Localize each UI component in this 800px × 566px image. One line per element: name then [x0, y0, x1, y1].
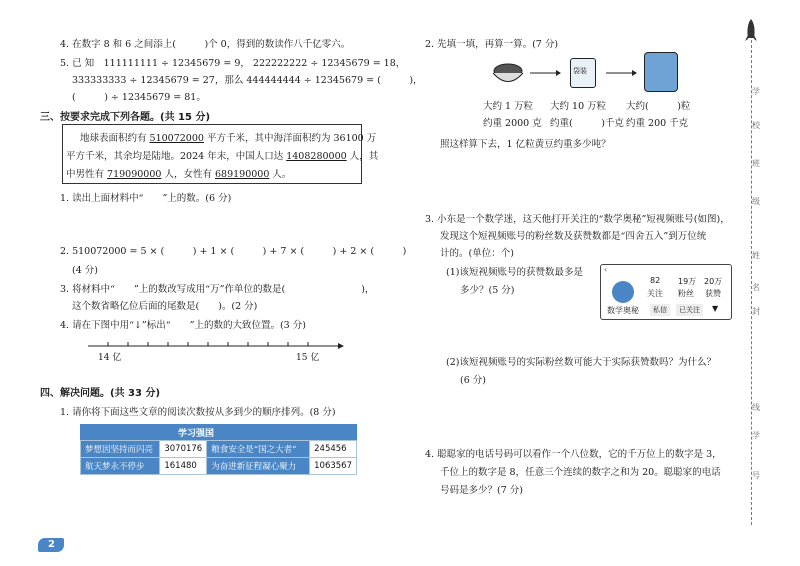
arrow-right-icon	[604, 68, 638, 78]
population-number: 1408280000	[286, 151, 347, 162]
question-5-line3: ( ) ÷ 12345679 = 81。	[72, 92, 206, 103]
sidebar-char: 名	[752, 283, 760, 292]
sidebar-char: 封	[752, 307, 760, 316]
table-cell: 粮食安全是“国之大者”	[207, 441, 310, 458]
s3-question-2: 2. 510072000 = 5 × ( ) + 1 × ( ) + 7 × ( ) + 2 × ( )	[60, 246, 407, 257]
table-cell: 1063567	[310, 458, 357, 475]
table-cell: 为奋进新征程凝心聚力	[207, 458, 310, 475]
r-question-3-line2: 发现这个短视频账号的粉丝数及获赞数都是“四舍五入”到万位统	[440, 231, 707, 242]
r-question-3-line3: 计的。(单位：个)	[440, 248, 514, 259]
row1-c: 大约( )粒	[626, 101, 691, 112]
stat-fans-label: 粉丝	[678, 289, 694, 298]
question-5-line2: 333333333 ÷ 12345679 = 27，那么 444444444 ÷ 12345679 = ( )，	[72, 75, 423, 86]
sidebar-char: 级	[752, 197, 760, 206]
r-question-3-2a: (2)该短视频账号的实际粉丝数可能大于实际获赞数吗？为什么？	[446, 357, 716, 368]
stat-fans-value: 19万	[678, 277, 697, 286]
dropdown-triangle-icon[interactable]: ▼	[712, 304, 719, 313]
sidebar-char: 班	[752, 159, 760, 168]
sidebar-char: 线	[752, 403, 760, 412]
number-line-left-label: 14 亿	[98, 353, 122, 363]
s3-question-4: 4. 请在下图中用“↓”标出“ ”上的数的大致位置。(3 分)	[60, 320, 306, 331]
account-name: 数学奥秘	[607, 306, 639, 315]
r-question-2-ask: 照这样算下去，1 亿粒黄豆约重多少吨？	[440, 139, 611, 150]
table-cell: 245456	[310, 441, 357, 458]
stat-likes-label: 获赞	[705, 289, 721, 298]
number-line-right-label: 15 亿	[296, 353, 320, 363]
sidebar-char: 号	[752, 471, 760, 480]
table-cell: 3070176	[160, 441, 207, 458]
bean-bowl-icon	[490, 60, 526, 88]
row2-a: 约重 2000 克	[483, 118, 542, 129]
r-question-3-line1: 3. 小东是一个数学迷，这天他打开关注的“数学奥秘”短视频账号(如图)，	[425, 214, 730, 225]
table-cell: 梦想因坚持而闪亮	[81, 441, 160, 458]
material-line2: 平方千米，其余均是陆地。2024 年末，中国人口达 1408280000 人，其	[66, 151, 379, 162]
bean-sack-icon	[644, 52, 678, 92]
s3-question-3-line1: 3. 将材料中“ ”上的数改写成用“万”作单位的数是( )，	[60, 284, 375, 295]
table-header-bar	[80, 424, 357, 440]
female-number: 689190000	[214, 169, 270, 180]
sidebar-char: 校	[752, 121, 760, 130]
xuexi-qiangguo-logo: 学习强国	[178, 429, 215, 439]
avatar	[612, 281, 634, 303]
material-line1: 地球表面积约有 510072000 平方千米，其中海洋面积约为 36100 万	[80, 133, 377, 144]
reading-table	[80, 440, 357, 475]
stat-follow-value: 82	[650, 276, 661, 285]
male-number: 719090000	[107, 169, 162, 180]
row1-b: 大约 10 万粒	[550, 101, 607, 112]
page-number: 2	[48, 539, 55, 550]
question-5-line1: 5. 已 知 111111111 ÷ 12345679 = 9， 222222222 ÷ 12345679 = 18，	[60, 58, 406, 69]
table-cell: 161480	[160, 458, 207, 475]
bag-label: 袋装	[573, 67, 587, 75]
r-question-3-1a: (1)该短视频账号的获赞数最多是	[446, 267, 583, 278]
r-question-4-line2: 千位上的数字是 8，任意三个连续的数字之和为 20。聪聪家的电话	[440, 467, 721, 478]
stat-likes-value: 20万	[704, 277, 723, 286]
r-question-3-2b: (6 分)	[460, 375, 486, 386]
section-4-title: 四、解决问题。(共 33 分)	[40, 388, 161, 399]
table-row	[81, 458, 357, 475]
r-question-2: 2. 先填一填，再算一算。(7 分)	[425, 39, 559, 50]
r-question-4-line3: 号码是多少？(7 分)	[440, 485, 523, 496]
sidebar-char: 姓	[752, 251, 760, 260]
followed-button[interactable]: 已关注	[676, 304, 703, 316]
material-line3: 中男性有 719090000 人，女性有 689190000 人。	[66, 169, 292, 180]
earth-area-number: 510072000	[149, 133, 204, 144]
row2-b: 约重( )千克	[550, 118, 624, 129]
table-row	[81, 441, 357, 458]
sidebar-char: 学	[752, 87, 760, 96]
s3-question-3-line2: 这个数省略亿位后面的尾数是( )。(2 分)	[72, 301, 258, 312]
r-question-4-line1: 4. 聪聪家的电话号码可以看作一个八位数，它的千万位上的数字是 3，	[425, 449, 722, 460]
row1-a: 大约 1 万粒	[483, 101, 534, 112]
message-button[interactable]: 私信	[650, 304, 670, 316]
rocket-icon	[742, 18, 760, 44]
question-4: 4. 在数字 8 和 6 之间添上( )个 0，得到的数读作八千亿零六。	[60, 39, 351, 50]
s3-question-1: 1. 读出上面材料中“ ”上的数。(6 分)	[60, 193, 232, 204]
arrow-right-icon	[528, 68, 562, 78]
section-3-title: 三、按要求完成下列各题。(共 15 分)	[40, 112, 211, 123]
sidebar-char: 学	[752, 431, 760, 440]
back-icon[interactable]: ‹	[604, 265, 608, 274]
s4-question-1: 1. 请你将下面这些文章的阅读次数按从多到少的顺序排列。(8 分)	[60, 407, 336, 418]
row2-c: 约重 200 千克	[626, 118, 689, 129]
table-cell: 航天梦永不停步	[81, 458, 160, 475]
stat-follow-label: 关注	[647, 289, 663, 298]
r-question-3-1b: 多少？(5 分)	[460, 285, 515, 296]
s3-question-2-points: (4 分)	[72, 265, 98, 276]
